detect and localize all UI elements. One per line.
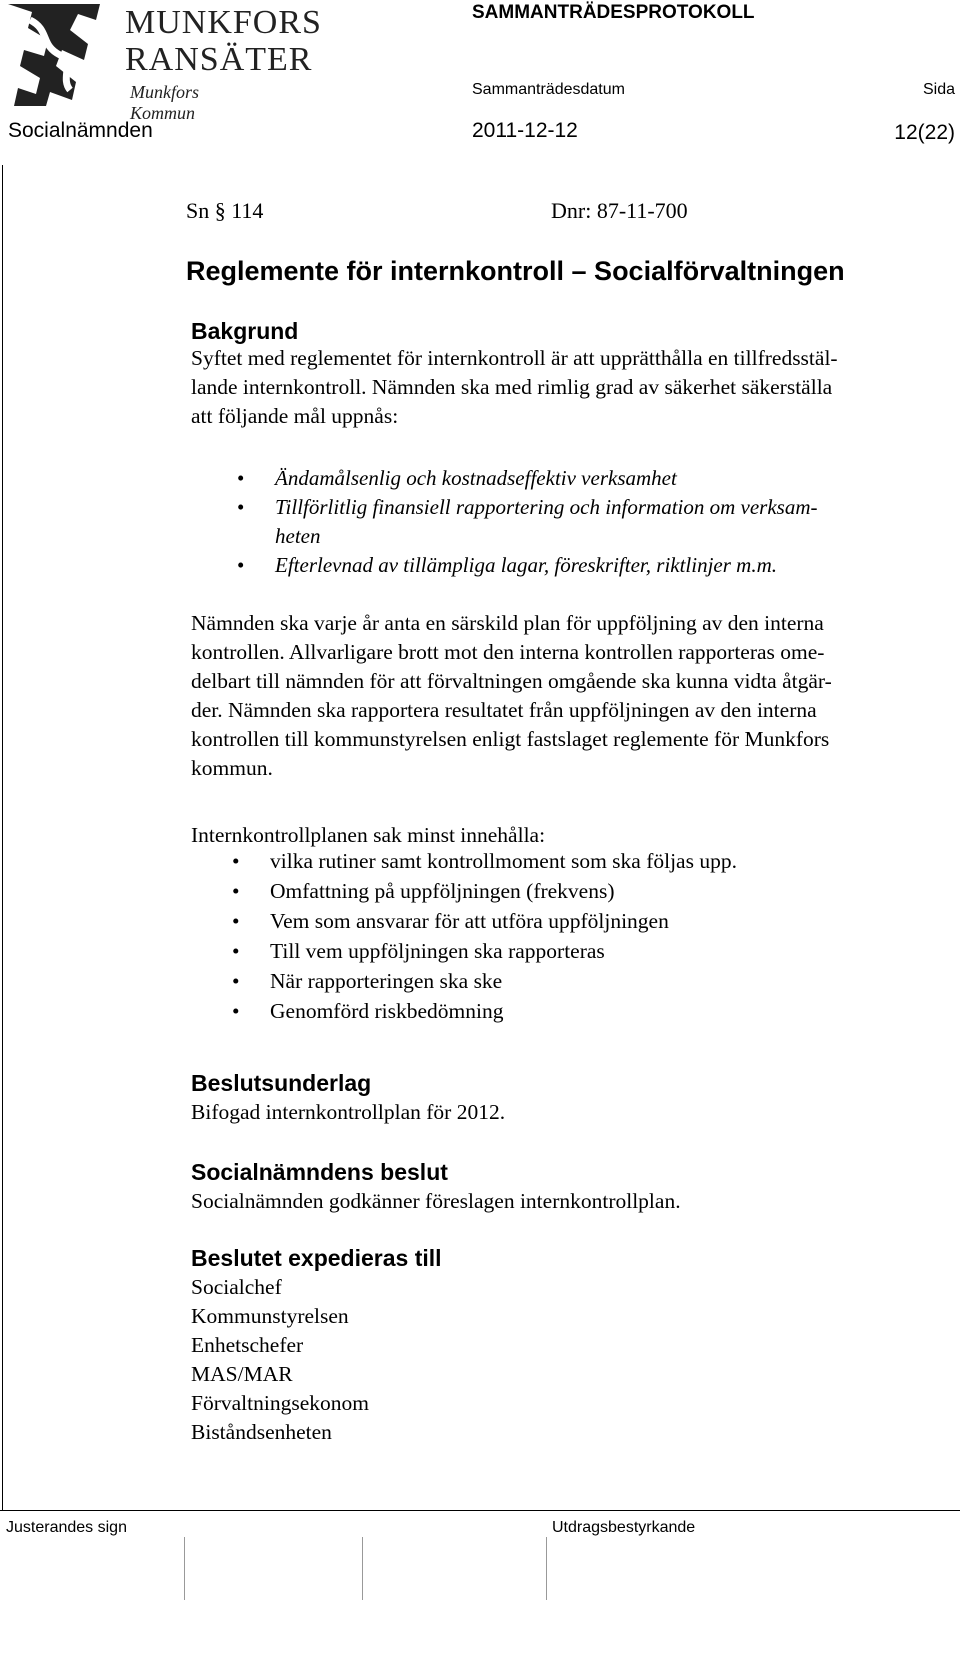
plan-paragraph [191,609,921,783]
meeting-date: 2011-12-12 [472,119,578,142]
text-line: Syftet med reglementet för internkontroll är att upprätthålla en tillfredsstäl- [191,346,838,370]
list-item: • Genomförd riskbedömning [270,996,737,1026]
beslut-text: Socialnämnden godkänner föreslagen internkontrollplan. [191,1189,681,1213]
plan-intro: Internkontrollplanen sak minst innehålla: [191,823,546,847]
footer-rule [0,1510,960,1511]
list-item: • Efterlevnad av tillämpliga lagar, föreskrifter, riktlinjer m.m. [275,551,818,580]
logo-line-2: RANSÄTER [125,41,313,78]
text-line: kommun. [191,756,273,780]
section-heading-beslutsunderlag: Beslutsunderlag [191,1070,372,1096]
section-heading-expedieras: Beslutet expedieras till [191,1245,442,1271]
list-item: • Ändamålsenlig och kostnadseffektiv verksamhet [275,464,818,493]
text-line: kontrollen till kommunstyrelsen enligt fastslaget reglemente för Munkfors [191,727,830,751]
meeting-date-label: Sammanträdesdatum [472,81,625,98]
text-line: Nämnden ska varje år anta en särskild plan för uppföljning av den interna [191,611,824,635]
signature-box-divider [362,1537,363,1600]
logo-line-3: Munkfors Kommun [130,82,199,123]
page-title: Reglemente för internkontroll – Socialförvaltningen [186,256,845,286]
left-margin-rule [2,165,3,1511]
list-item: • När rapporteringen ska ske [270,966,737,996]
text-line: delbart till nämnden för att förvaltningen omgående ska kunna vidta åtgär- [191,669,832,693]
text-line: kontrollen. Allvarligare brott mot den interna kontrollen rapporteras ome- [191,640,825,664]
beslutsunderlag-text: Bifogad internkontrollplan för 2012. [191,1100,506,1124]
footer-justerandes-sign: Justerandes sign [6,1519,127,1536]
signature-box-divider [184,1537,185,1600]
list-item: • Tillförlitlig finansiell rapportering och information om verksam- [275,493,818,522]
list-item: • Vem som ansvarar för att utföra uppföljningen [270,906,737,936]
bakgrund-paragraph [191,344,921,431]
list-item: • Omfattning på uppföljningen (frekvens) [270,876,737,906]
recipient: MAS/MAR [191,1362,293,1386]
logo-line-1: MUNKFORS [125,4,322,41]
recipient: Biståndsenheten [191,1420,332,1444]
list-item: • Till vem uppföljningen ska rapporteras [270,936,737,966]
recipient: Kommunstyrelsen [191,1304,349,1328]
recipient: Enhetschefer [191,1333,304,1357]
recipient: Förvaltningsekonom [191,1391,369,1415]
text-line: lande internkontroll. Nämnden ska med rimlig grad av säkerhet säkerställa [191,375,833,399]
plan-items-list [270,846,737,1026]
municipality-logo-mark [0,0,112,110]
section-heading-beslut: Socialnämndens beslut [191,1159,448,1185]
document-type: SAMMANTRÄDESPROTOKOLL [472,2,755,23]
page-number: 12(22) [894,121,955,144]
case-dnr: Dnr: 87-11-700 [551,198,688,223]
committee-name: Socialnämnden [8,119,153,142]
case-number: Sn § 114 [186,198,264,223]
section-heading-bakgrund: Bakgrund [191,318,299,344]
page-label: Sida [922,81,955,98]
recipient: Socialchef [191,1275,282,1299]
footer-utdragsbestyrkande: Utdragsbestyrkande [552,1519,696,1536]
list-item-continuation: heten [275,524,321,548]
recipients-list [191,1273,369,1447]
goals-list [275,464,818,580]
text-line: att följande mål uppnås: [191,404,399,428]
text-line: der. Nämnden ska rapportera resultatet från uppföljningen av den interna [191,698,817,722]
list-item: • vilka rutiner samt kontrollmoment som ska följas upp. [270,846,737,876]
signature-box-divider [546,1537,547,1600]
